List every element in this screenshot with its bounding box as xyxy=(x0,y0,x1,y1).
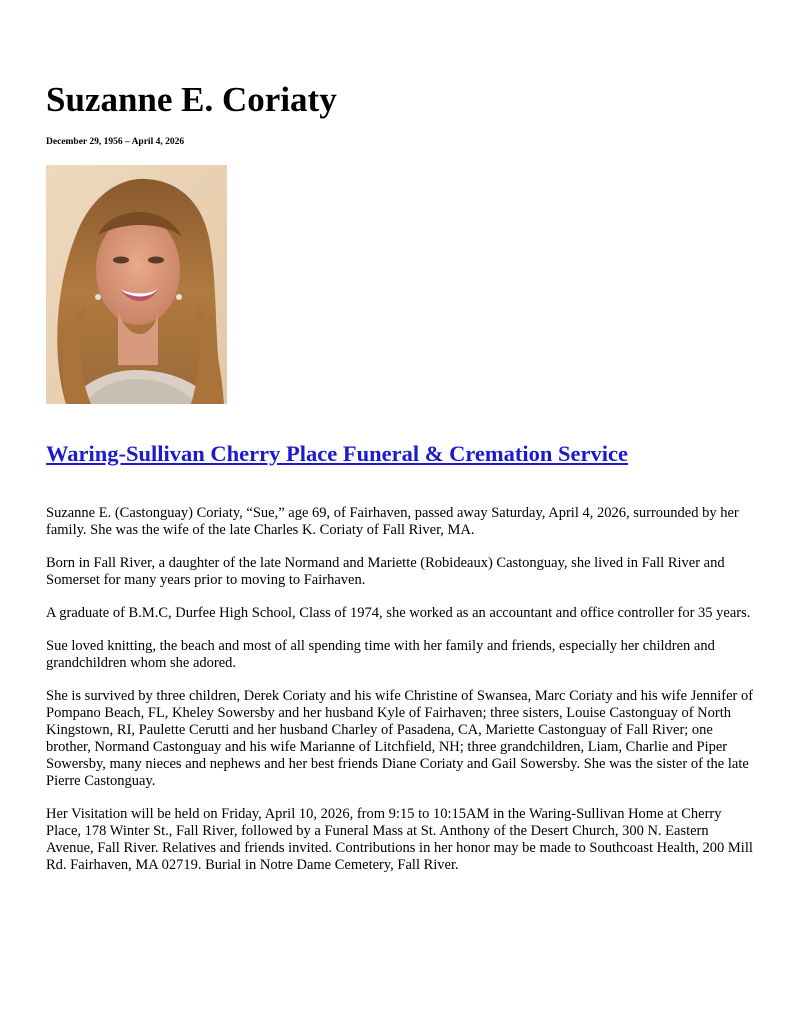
funeral-home-link[interactable]: Waring-Sullivan Cherry Place Funeral & Cremation Service xyxy=(46,441,629,466)
obituary-paragraph: A graduate of B.M.C, Durfee High School, Class of 1974, she worked as an accountant and office controller for 35 years. xyxy=(46,605,751,621)
portrait-image xyxy=(46,165,227,404)
obituary-paragraph: Suzanne E. (Castonguay) Coriaty, “Sue,” age 69, of Fairhaven, passed away Saturday, April 4, 2026, surrounded by her family. She was the wife of the late Charles K. Coriaty of Fall River, MA. xyxy=(46,505,739,538)
page-title: Suzanne E. Coriaty xyxy=(46,80,337,119)
obituary-paragraph: Her Visitation will be held on Friday, April 10, 2026, from 9:15 to 10:15AM in the Waring-Sullivan Home at Cherry Place, 178 Winter St., Fall River, followed by a Funeral Mass at St. Anthony of the Desert Church, 300 N. Eastern Avenue, Fall River. Relatives and friends invited. Contributions in her honor may be made to Southcoast Health, 200 Mill Rd. Fairhaven, MA 02719. Burial in Notre Dame Cemetery, Fall River. xyxy=(46,806,753,873)
life-dates: December 29, 1956 – April 4, 2026 xyxy=(46,137,185,147)
obituary-paragraph: Born in Fall River, a daughter of the late Normand and Mariette (Robideaux) Castonguay, she lived in Fall River and Somerset for many years prior to moving to Fairhaven. xyxy=(46,555,725,588)
obituary-paragraph: Sue loved knitting, the beach and most of all spending time with her family and friends, especially her children and grandchildren whom she adored. xyxy=(46,638,715,671)
obituary-paragraph: She is survived by three children, Derek Coriaty and his wife Christine of Swansea, Marc Coriaty and his wife Jennifer of Pompano Beach, FL, Kheley Sowersby and her husband Kyle of Fairhaven; three sisters, Louise Castonguay of North Kingstown, RI, Paulette Cerutti and her husband Charley of Pasadena, CA, Mariette Castonguay of Fall River; one brother, Normand Castonguay and his wife Marianne of Litchfield, NH; three grandchildren, Liam, Charlie and Piper Sowersby, many nieces and nephews and her best friends Diane Coriaty and Gail Sowersby. She was the sister of the late Pierre Castonguay. xyxy=(46,688,754,789)
portrait-photo xyxy=(46,165,227,404)
obituary-body xyxy=(46,505,756,890)
